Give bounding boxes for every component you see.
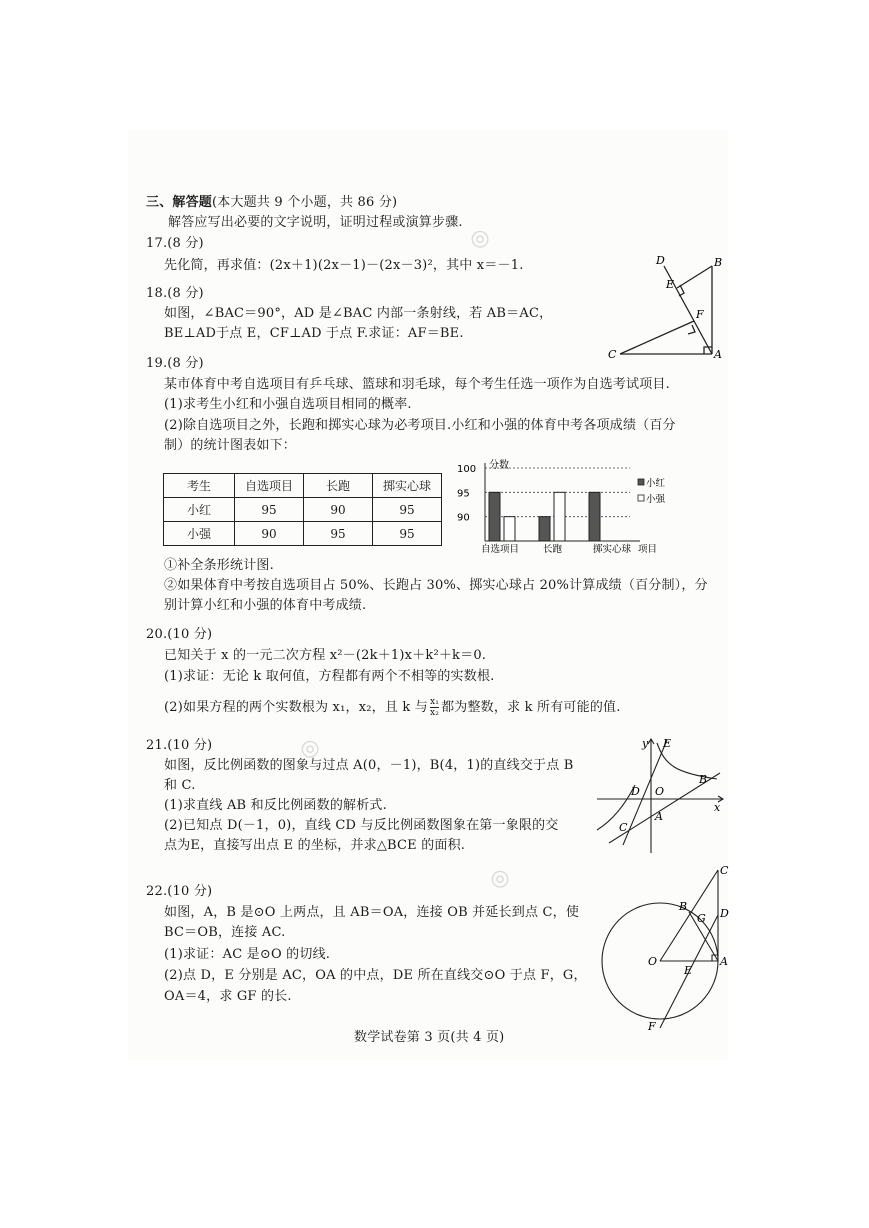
q22-line1: 如图，A，B 是⊙O 上两点，且 AB＝OA，连接 OB 并延长到点 C，使 bbox=[164, 905, 580, 920]
q18-label-c: C bbox=[608, 348, 617, 361]
q22-label-c: C bbox=[720, 864, 729, 877]
q18-label-b: B bbox=[714, 256, 723, 269]
watermark: ◎ bbox=[486, 862, 514, 894]
q21-head: 21.(10 分) bbox=[146, 738, 213, 753]
q22-line4: (2)点 D，E 分别是 AC，OA 的中点，DE 所在直线交⊙O 于点 F，G， bbox=[164, 968, 587, 983]
watermark: ◎ bbox=[466, 222, 494, 254]
table-header-cell: 长跑 bbox=[304, 474, 373, 498]
q22-label-d: D bbox=[720, 907, 729, 920]
table-cell: 95 bbox=[373, 498, 442, 522]
q21-label-c: C bbox=[619, 821, 628, 834]
q20-line3 bbox=[164, 697, 621, 718]
q22-line3: (1)求证：AC 是⊙O 的切线. bbox=[164, 947, 331, 962]
q21-label-a: A bbox=[655, 810, 663, 823]
q21-line2: 和 C. bbox=[164, 778, 196, 793]
q20-line3a: (2)如果方程的两个实数根为 x₁，x₂，且 k 与 bbox=[164, 700, 428, 715]
fraction-denominator: x₂ bbox=[429, 708, 440, 718]
q19-score-table bbox=[163, 473, 442, 546]
section-note: (本大题共 9 个小题，共 86 分) bbox=[212, 195, 398, 210]
table-row bbox=[164, 522, 442, 546]
q21-label-o: O bbox=[655, 785, 665, 798]
q21-figure bbox=[595, 735, 730, 855]
q19-line3: (2)除自选项目之外，长跑和掷实心球为必考项目.小红和小强的体育中考各项成绩（百分 bbox=[164, 418, 676, 433]
page-footer: 数学试卷第 3 页(共 4 页) bbox=[354, 1030, 505, 1045]
table-cell: 小强 bbox=[164, 522, 235, 546]
table-header-cell: 自选项目 bbox=[235, 474, 304, 498]
chart-category-label: 长跑 bbox=[543, 544, 563, 555]
q21-line5: 点为E，直接写出点 E 的坐标，并求△BCE 的面积. bbox=[164, 838, 466, 853]
q18-label-e: E bbox=[666, 278, 675, 291]
chart-bar-series1 bbox=[589, 492, 600, 541]
chart-ytick-label: 90 bbox=[457, 512, 470, 524]
q21-label-e: E bbox=[663, 737, 672, 750]
q22-head: 22.(10 分) bbox=[146, 884, 213, 899]
table-cell: 小红 bbox=[164, 498, 235, 522]
q20-line2: (1)求证：无论 k 取何值，方程都有两个不相等的实数根. bbox=[164, 669, 495, 684]
table-cell: 90 bbox=[304, 498, 373, 522]
table-cell: 95 bbox=[304, 522, 373, 546]
q20-fraction bbox=[430, 697, 439, 718]
q19-line2: (1)求考生小红和小强自选项目相同的概率. bbox=[164, 397, 412, 412]
q19-head: 19.(8 分) bbox=[146, 356, 204, 371]
q21-label-b: B bbox=[699, 773, 708, 786]
q21-label-d: D bbox=[631, 785, 640, 798]
chart-category-label: 掷实心球 bbox=[593, 544, 632, 555]
table-header-row bbox=[164, 474, 442, 498]
chart-ylabel: 分数 bbox=[489, 460, 509, 471]
chart-xlabel: 项目 bbox=[638, 544, 658, 555]
q22-label-a: A bbox=[720, 955, 728, 968]
q22-line5: OA＝4，求 GF 的长. bbox=[164, 989, 292, 1004]
q18-head: 18.(8 分) bbox=[146, 286, 204, 301]
chart-ytick-label: 100 bbox=[457, 464, 477, 475]
chart-bar-series2 bbox=[554, 492, 565, 541]
q22-label-o: O bbox=[648, 955, 658, 968]
watermark: ◎ bbox=[296, 732, 324, 764]
q22-label-e: E bbox=[684, 964, 693, 977]
table-cell: 95 bbox=[373, 522, 442, 546]
q21-line3: (1)求直线 AB 和反比例函数的解析式. bbox=[164, 798, 387, 813]
chart-bar-series2 bbox=[504, 517, 515, 541]
q19-sub2a: ②如果体育中考按自选项目占 50%、长跑占 30%、掷实心球占 20%计算成绩（百分制），分 bbox=[164, 578, 708, 593]
q18-line1: 如图，∠BAC＝90°，AD 是∠BAC 内部一条射线，若 AB＝AC， bbox=[164, 306, 553, 321]
table-header-cell: 掷实心球 bbox=[373, 474, 442, 498]
q22-figure bbox=[598, 860, 733, 1035]
q18-figure bbox=[600, 248, 730, 363]
q19-bar-chart bbox=[455, 458, 670, 558]
chart-legend-swatch bbox=[638, 495, 644, 501]
fraction-numerator: x₁ bbox=[429, 697, 440, 707]
q22-label-g: G bbox=[697, 912, 706, 925]
table-row bbox=[164, 498, 442, 522]
q18-line2: BE⊥AD于点 E，CF⊥AD 于点 F.求证：AF＝BE. bbox=[164, 326, 464, 341]
chart-category-label: 自选项目 bbox=[481, 544, 520, 555]
q21-label-x: x bbox=[714, 801, 721, 814]
table-header-cell: 考生 bbox=[164, 474, 235, 498]
q20-line1: 已知关于 x 的一元二次方程 x²－(2k＋1)x＋k²＋k＝0. bbox=[164, 648, 487, 663]
q20-head: 20.(10 分) bbox=[146, 627, 213, 642]
q17-text: 先化简，再求值：(2x＋1)(2x－1)－(2x－3)²，其中 x＝－1. bbox=[164, 258, 524, 273]
q20-line3b: 都为整数，求 k 所有可能的值. bbox=[441, 700, 621, 715]
q19-line4: 制）的统计图表如下： bbox=[164, 438, 297, 453]
q19-sub1: ①补全条形统计图. bbox=[164, 558, 274, 573]
q17-head: 17.(8 分) bbox=[146, 236, 204, 251]
q18-label-d: D bbox=[656, 254, 665, 267]
q22-line2: BC＝OB，连接 AC. bbox=[164, 925, 286, 940]
table-cell: 95 bbox=[235, 498, 304, 522]
q21-line4: (2)已知点 D(－1，0)，直线 CD 与反比例函数图象在第一象限的交 bbox=[164, 818, 559, 833]
q22-label-f: F bbox=[648, 1020, 656, 1033]
q21-line1: 如图，反比例函数的图象与过点 A(0，－1)，B(4，1)的直线交于点 B bbox=[164, 758, 574, 773]
chart-legend-label: 小红 bbox=[646, 478, 666, 489]
q22-label-b: B bbox=[679, 900, 688, 913]
q19-sub2b: 别计算小红和小强的体育中考成绩. bbox=[164, 598, 367, 613]
chart-legend-label: 小强 bbox=[646, 494, 666, 505]
q21-label-y: y bbox=[642, 737, 649, 750]
chart-bar-series1 bbox=[539, 517, 550, 541]
chart-ytick-label: 95 bbox=[457, 488, 470, 500]
chart-bar-series1 bbox=[489, 492, 500, 541]
q18-label-a: A bbox=[714, 348, 722, 361]
section-title: 三、解答题 bbox=[146, 195, 213, 210]
q19-line1: 某市体育中考自选项目有乒乓球、篮球和羽毛球，每个考生任选一项作为自选考试项目. bbox=[164, 377, 670, 392]
section-header bbox=[146, 195, 397, 211]
chart-legend-swatch bbox=[638, 479, 644, 485]
table-cell: 90 bbox=[235, 522, 304, 546]
section-instruction: 解答应写出必要的文字说明，证明过程或演算步骤. bbox=[168, 215, 463, 230]
q18-label-f: F bbox=[696, 308, 704, 321]
